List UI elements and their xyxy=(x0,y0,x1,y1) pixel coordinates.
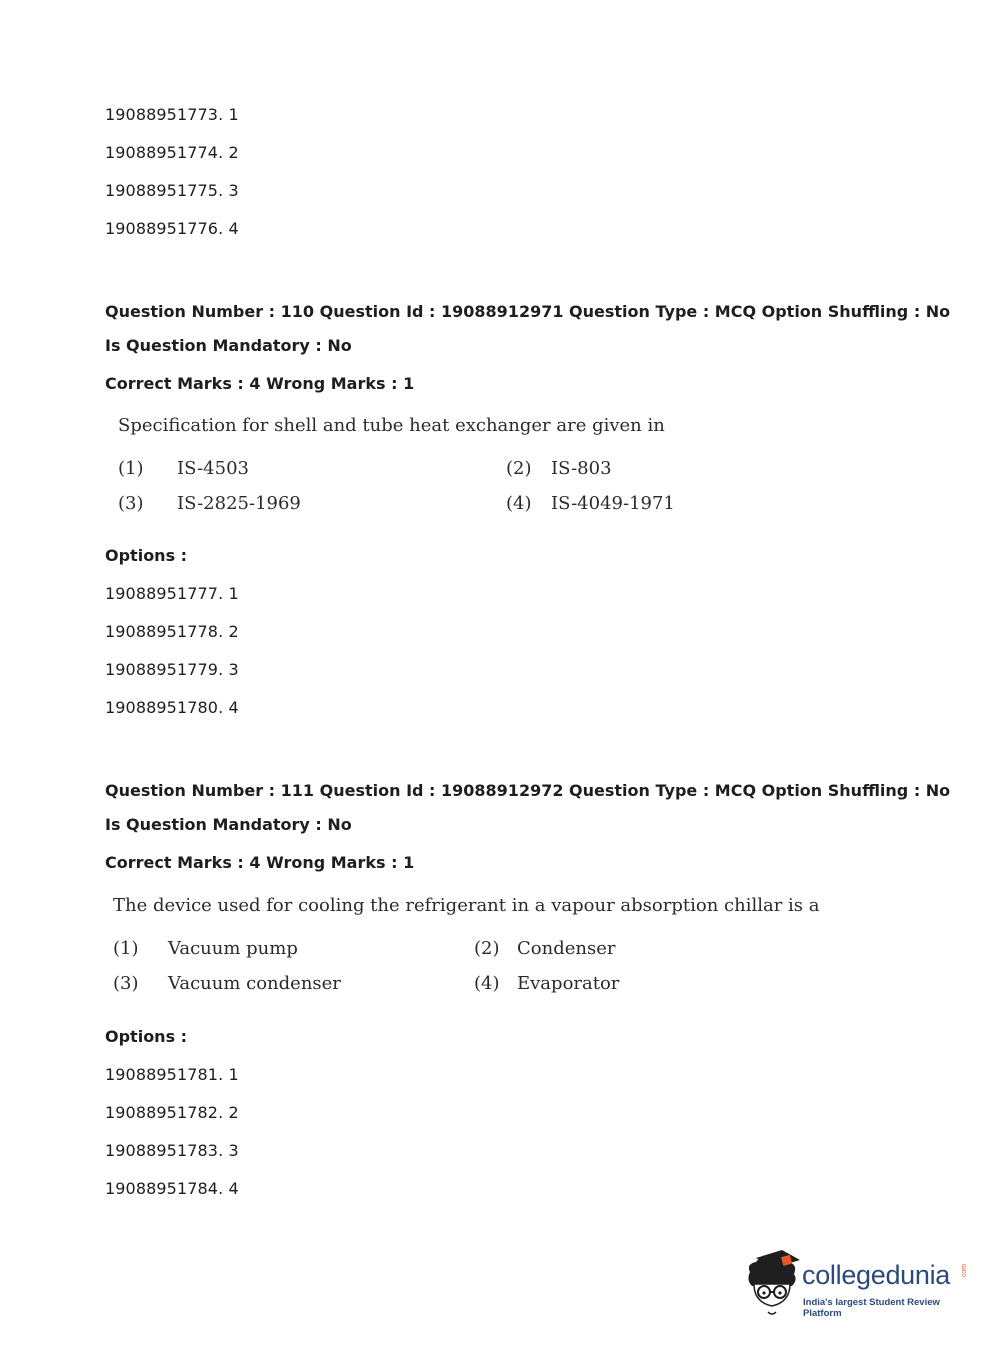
question-marks: Correct Marks : 4 Wrong Marks : 1 xyxy=(105,853,415,872)
option-line: 19088951774. 2 xyxy=(105,143,239,162)
option-line: 19088951777. 1 xyxy=(105,584,239,603)
question-text: The device used for cooling the refrigerant in a vapour absorption chillar is a xyxy=(113,895,820,916)
option-line: 19088951778. 2 xyxy=(105,622,239,641)
question-text: Specification for shell and tube heat exchanger are given in xyxy=(118,415,665,436)
choice-number: (4) xyxy=(506,493,532,514)
option-line: 19088951779. 3 xyxy=(105,660,239,679)
choice-text: Vacuum condenser xyxy=(168,973,341,994)
logo-suffix: .com xyxy=(961,1264,968,1280)
question-mandatory: Is Question Mandatory : No xyxy=(105,336,352,355)
choice-number: (1) xyxy=(113,938,139,959)
choice-number: (4) xyxy=(474,973,500,994)
choice-number: (3) xyxy=(113,973,139,994)
question-mandatory: Is Question Mandatory : No xyxy=(105,815,352,834)
option-line: 19088951782. 2 xyxy=(105,1103,239,1122)
choice-text: Evaporator xyxy=(517,973,620,994)
choice-text: IS-803 xyxy=(551,458,612,479)
option-line: 19088951776. 4 xyxy=(105,219,239,238)
choice-number: (3) xyxy=(118,493,144,514)
choice-text: IS-2825-1969 xyxy=(177,493,301,514)
logo-name: collegedunia xyxy=(802,1260,951,1290)
choice-text: IS-4049-1971 xyxy=(551,493,675,514)
question-header: Question Number : 110 Question Id : 19088912971 Question Type : MCQ Option Shuffling : No xyxy=(105,302,951,321)
choice-text: Vacuum pump xyxy=(168,938,298,959)
option-line: 19088951773. 1 xyxy=(105,105,239,124)
choice-number: (1) xyxy=(118,458,144,479)
question-header: Question Number : 111 Question Id : 19088912972 Question Type : MCQ Option Shuffling : No xyxy=(105,781,951,800)
logo-tagline: India's largest Student Review Platform xyxy=(803,1297,940,1319)
choice-number: (2) xyxy=(474,938,500,959)
collegedunia-logo xyxy=(742,1250,972,1320)
option-line: 19088951783. 3 xyxy=(105,1141,239,1160)
question-marks: Correct Marks : 4 Wrong Marks : 1 xyxy=(105,374,415,393)
choice-text: Condenser xyxy=(517,938,616,959)
options-label: Options : xyxy=(105,1027,188,1046)
choice-text: IS-4503 xyxy=(177,458,249,479)
option-line: 19088951775. 3 xyxy=(105,181,239,200)
option-line: 19088951781. 1 xyxy=(105,1065,239,1084)
option-line: 19088951780. 4 xyxy=(105,698,239,717)
options-label: Options : xyxy=(105,546,188,565)
option-line: 19088951784. 4 xyxy=(105,1179,239,1198)
choice-number: (2) xyxy=(506,458,532,479)
mascot-icon xyxy=(742,1250,804,1320)
